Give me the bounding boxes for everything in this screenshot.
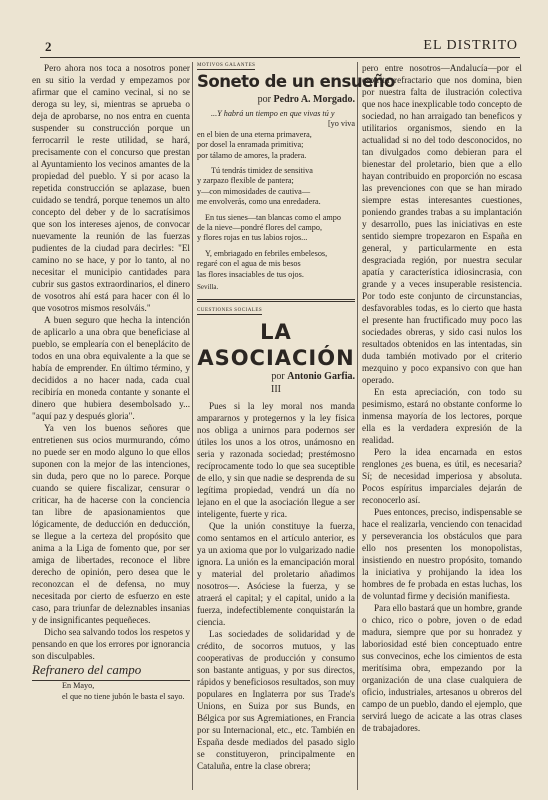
verse-line: en el bien de una eterna primavera,	[197, 129, 312, 139]
column-divider	[357, 62, 358, 790]
poem-place: Sevilla.	[197, 283, 219, 292]
article-part-number: III	[271, 383, 281, 395]
poem-stanza	[197, 213, 355, 244]
verse-line: [yo viva	[327, 119, 355, 129]
paragraph: Pero la idea encarnada en estos renglones ¿es buena, es útil, es necesaria? Sí; de necesidad imperiosa y absoluta. Pocos espíritus imparciales dejarán de reconocerlo así.	[362, 447, 522, 505]
column-1	[32, 62, 190, 702]
paragraph: Pues entonces, preciso, indispensable se hace el realizarla, venciendo con tenacidad y perseverancia los obstáculos que para ello nos presenten los monopolistas, insistiendo en nuestro propósito, tomando la iniciativa y prohijando la idea los hombres de fe probada en estas luchas, los de voluntad firme y decisión manifiesta.	[362, 507, 522, 601]
refranero-verse	[32, 681, 190, 702]
paragraph: pero entre nosotros—Andalucía—por el espíritu refractario que nos domina, bien por nuestra falta de ilustración colectiva que nos hace inexplicable todo concepto de sociedad, no han arraigado tan beneficos y utilitarios organismos, siendo en la actualidad si no del todo desconocidos, no tan divulgados como debieran para el bienestar del proletario, bien que a ello hayan contribuido en proporción no escasa las prevenciones con que se han mirado siempre estas interesantes cuestiones, poniendo grandes trabas a su implantación y desarrollo, pues las iniciativas en este sentido siempre tropezaron en España en general, y particularmente en esta desgraciada región, por nuestra secular apatía y característica idiosincrasia, con grande y a veces insuperable resistencia. Por todo este conjunto de circunstancias, desfavorables todas, es lo cierto que hasta el presente han fructificado muy poco las sociedades obreras, y sido casi nulos los resultados obtenidos en las intentadas, sin duda también motivado por el criterio mezquino y poco expansivo con que han operado.	[362, 63, 522, 385]
refranero-title: Refranero del campo	[32, 662, 190, 681]
poem-stanza	[197, 109, 355, 161]
verse-line: En Mayo,	[62, 681, 95, 690]
verse-line: el que no tiene jubón le basta el sayo.	[62, 691, 185, 701]
paragraph: Dicho sea salvando todos los respetos y pensando en que los errores por ignorancia son disculpables.	[32, 627, 190, 661]
paragraph: Que la unión constituye la fuerza, como sentamos en el artículo anterior, es ya un axioma que por lo vulgarizado nadie ignora. La unión es la emancipación moral y material del proletario añadimos nosotros—. Asóciese la fuerza, y se atraerá el capital; y el capital, unido a la fuerza, indefectiblemente conquistarán la ciencia.	[197, 520, 355, 627]
verse-line: por dosel la enramada primitiva;	[197, 140, 304, 150]
poem-stanza	[197, 166, 355, 208]
verse-line: En tus sienes—tan blancas como el ampo	[205, 212, 341, 222]
verse-line: me envolverás, como una enredadera.	[197, 197, 321, 207]
paragraph: Para ello bastará que un hombre, grande o chico, rico o pobre, joven o de edad madura, siempre que por su honradez y laboriosidad esté bien conceptuado entre sus convecinos, eche los cimientos de esta meritísima obra, empezando por la organización de una clase cualquiera de oficio, industriales, artesanos u obreros del campo de un pueblo, dando el ejemplo, que servirá luego de acicate a las otras clases de trabajadores.	[362, 603, 522, 733]
header-rule	[40, 57, 520, 58]
paragraph: Ya ven los buenos señores que entretienen sus ocios murmurando, cómo no puede ser en modo alguno lo que ellos suponen con la mejor de las intenciones, sin duda, pero que no lo parece. Porque cuando se quiere fiscalizar, censurar o criticar, ha de hacerse con la conciencia tan libre de apasionamientos que lógicamente, de deducción en deducción, se llegue a la certeza del propósito que anima a la Liga de fomento que, por ser amiga de libertades, reconoce el libre derecho de opinión, pero desea que le reconozcan el de defensa, no muy necesitada por cierto de esfuerzo en este caso, para triunfar de deleznables insanias y de insignificantes pequeñeces.	[32, 423, 190, 625]
column-divider	[192, 62, 193, 790]
paragraph: Las sociedades de solidaridad y de crédito, de socorros mutuos, y las cooperativas de producción y consumo son bastante antiguas, y por sus directos, rápidos y beneficiosos resultados, son muy populares en Inglaterra por sus Trade's Unions, en Suiza por sus Bunds, en Bélgica por sus Agremiationes, en Francia por su Internacional, etc., etc. También en España desde mediados del pasado siglo se constituyeron, principalmente en Cataluña, entre la clase obrera;	[197, 628, 355, 771]
section-divider	[197, 299, 355, 302]
poem-title: Soneto de un ensueño	[197, 72, 395, 91]
paragraph: A buen seguro que hecha la intención de aplicarlo a una obra que beneficiase al pueblo, se emplearía con el beneplácito de todos en una obra equivalente a la que se había de emprender. En último término, y decididos a no hacer nada, cada cual recibiría en moneda contante y sonante el dinero que hubiera desembolsado y... "aquí paz y después gloria".	[32, 315, 190, 421]
paragraph: Pues si la ley moral nos manda ampararnos y protegernos y la ley física nos obliga a unirnos para podernos ser útiles los unos a los otros, unámosno en seria y razonada sociedad; prestémosno recíprocamente todo lo que sea suceptible de ello, y sin que nadie se desprenda de su legítima propiedad, vendrá un día no lejano en el que la asociación llegue a ser inteligente, fuerte y rica.	[197, 400, 355, 519]
poem-body	[197, 109, 355, 293]
poem-stanza	[197, 249, 355, 293]
column-2	[197, 62, 395, 772]
verse-line: y zarpazo flexible de pantera;	[197, 176, 294, 186]
paragraph: En esta apreciación, con todo su pesimismo, estará no obstante conforme lo inmensa mayoría de los lectores, porque ella es la verdadera expresión de la realidad.	[362, 387, 522, 445]
verse-line: de la nieve—pondré flores del campo,	[197, 223, 323, 233]
verse-line: y flores rojas en tus labios rojos...	[197, 233, 308, 243]
verse-line: regaré con el agua de mis besos	[197, 259, 301, 269]
poem-author: por Pedro A. Morgado.	[257, 94, 355, 105]
verse-line: las flores insaciables de tus ojos.	[197, 269, 304, 279]
verse-line: y—con mimosidades de cautiva—	[197, 186, 311, 196]
verse-line: Y, embriagado en febriles embelesos,	[205, 248, 328, 258]
article-author: por Antonio Garfia.	[271, 370, 355, 382]
verse-line: ...Y habrá un tiempo en que vivas tú y	[211, 109, 335, 118]
verse-line: Tú tendrás timidez de sensitiva	[211, 166, 313, 176]
newspaper-title: EL DISTRITO	[423, 38, 518, 53]
article-title: LA ASOCIACIÓN	[197, 319, 355, 370]
page-number: 2	[45, 39, 52, 54]
verse-line: por tálamo de amores, la pradera.	[197, 150, 307, 160]
column-3	[362, 62, 522, 734]
page-header	[40, 38, 518, 56]
paragraph: Pero ahora nos toca a nosotros poner en su sitio la verdad y empezamos por afirmar que el camino vecinal, si no se deroga su ley, si, mientras se aprueba o deja de aprobarse, no nos entra en cuenta suspender su construcción porque un ferrocarril le reste utilidad, se hará, precisamente con el concurso que prestan al Ayuntamiento los vecinos amantes de la propiedad del pueblo. Y si por acaso la repetida construcción se aplazase, buen cuidado se tendrá, porque tenemos un alto concepto del deber y de lo sacratísimos que son los intereses ajenos, de convocar nuevamente la reunión de las fuerzas pudientes de la ciudad para decirles: "El camino no se hace, y por lo tanto, al no necesitar el municipio cantidades para cubrir sus gastos extraordinarios, el dinero de vosotros ahí está para hacer con él lo que vosotros mismos resolváis."	[32, 63, 190, 313]
section-label: CUESTIONES SOCIALES	[197, 307, 263, 313]
section-label: MOTIVOS GALANTES	[197, 63, 256, 68]
